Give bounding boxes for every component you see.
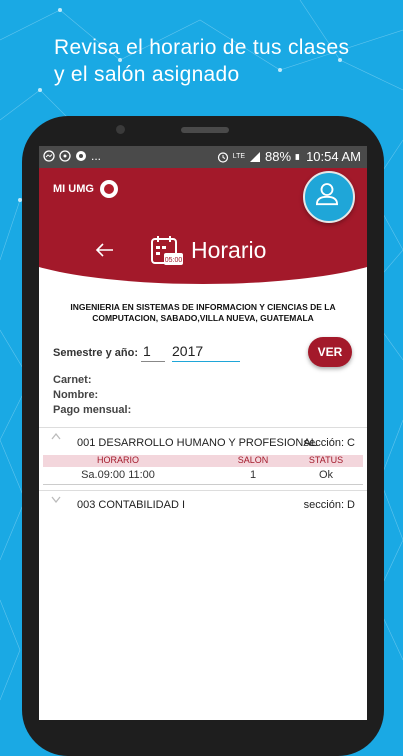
chevron-down-icon[interactable] xyxy=(51,495,61,503)
university-seal-icon xyxy=(100,180,118,198)
header-status: STATUS xyxy=(308,455,344,465)
messenger-icon xyxy=(43,150,55,162)
career-description: INGENIERIA EN SISTEMAS DE INFORMACION Y CIENCIAS DE LA COMPUTACION, SABADO,VILLA NUEVA, GUATEMALA xyxy=(70,302,336,323)
cell-salon: 1 xyxy=(249,469,257,481)
promo-line-2: y el salón asignado xyxy=(54,63,240,86)
nombre-label: Nombre: xyxy=(53,389,99,401)
course-name[interactable]: 001 DESARROLLO HUMANO Y PROFESIONAL xyxy=(77,437,317,449)
year-field[interactable]: 2017 xyxy=(172,343,240,362)
table-row xyxy=(43,468,363,485)
battery-percent: 88% xyxy=(265,149,292,164)
promo-caption xyxy=(54,34,384,88)
header-salon: SALON xyxy=(237,455,269,465)
schedule-table-header xyxy=(43,455,363,467)
header-horario: HORARIO xyxy=(96,455,139,465)
page-title: Horario xyxy=(191,237,267,263)
promo-line-1: Revisa el horario de tus clases xyxy=(54,36,350,59)
user-icon xyxy=(305,173,349,217)
phone-speaker xyxy=(181,127,229,133)
carnet-label: Carnet: xyxy=(53,374,92,386)
calendar-clock-time: 05:00 xyxy=(164,257,183,264)
app-logo-text: MI UMG xyxy=(53,183,94,195)
back-arrow-icon[interactable] xyxy=(93,238,117,262)
pago-mensual-label: Pago mensual: xyxy=(53,404,132,416)
cell-status: Ok xyxy=(318,469,334,481)
chrome-icon xyxy=(75,150,87,162)
whatsapp-icon xyxy=(59,150,71,162)
cell-horario: Sa.09:00 11:00 xyxy=(81,469,155,481)
course-section: sección: C xyxy=(303,437,355,449)
status-notifications xyxy=(43,149,101,163)
signal-icon xyxy=(249,151,261,163)
phone-screen xyxy=(39,146,367,720)
alarm-icon xyxy=(217,151,229,163)
profile-avatar-button[interactable] xyxy=(303,171,355,223)
battery-icon xyxy=(295,151,302,163)
course-name[interactable]: 003 CONTABILIDAD I xyxy=(77,499,185,511)
semester-label: Semestre y año: xyxy=(53,347,138,359)
network-type: LTE xyxy=(232,153,246,160)
more-notifications-indicator: ... xyxy=(91,149,102,163)
semester-number-field[interactable]: 1 xyxy=(141,343,165,362)
phone-camera xyxy=(116,125,125,134)
status-bar xyxy=(39,146,367,168)
status-system xyxy=(217,149,361,164)
calendar-clock-icon xyxy=(150,234,184,268)
divider xyxy=(39,490,367,491)
course-section: sección: D xyxy=(303,499,355,511)
app-logo xyxy=(53,180,118,198)
divider xyxy=(39,427,367,428)
clock: 10:54 AM xyxy=(306,149,361,164)
ver-button[interactable]: VER xyxy=(308,337,352,367)
chevron-up-icon[interactable] xyxy=(51,432,61,440)
